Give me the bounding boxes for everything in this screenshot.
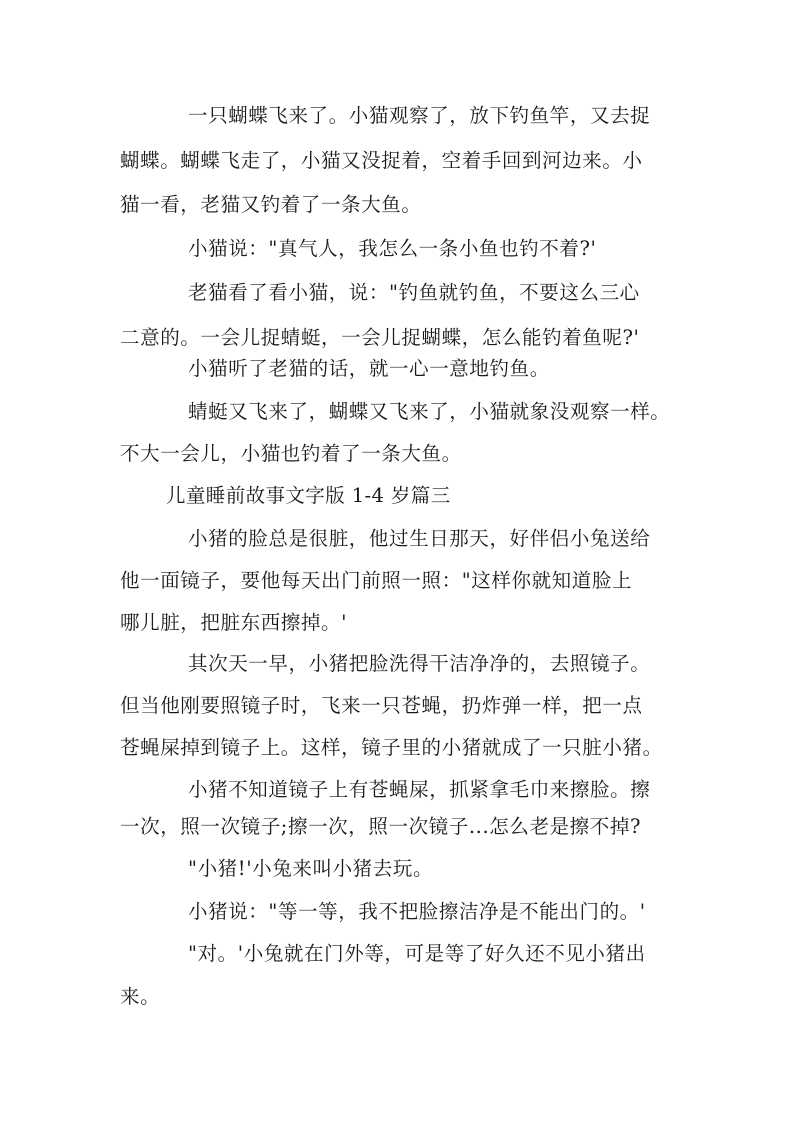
text-line-22: 来。 bbox=[120, 985, 161, 1008]
text-line-2: 蝴蝶。蝴蝶飞走了，小猫又没捉着，空着手回到河边来。小 bbox=[120, 149, 643, 172]
text-line-13: 哪儿脏，把脏东西擦掉。' bbox=[120, 611, 348, 634]
text-line-15: 但当他刚要照镜子时，飞来一只苍蝇，扔炸弹一样，把一点 bbox=[120, 694, 643, 717]
text-line-4: 小猫说："真气人，我怎么一条小鱼也钓不着?' bbox=[188, 237, 597, 260]
text-line-3: 猫一看，老猫又钓着了一条大鱼。 bbox=[120, 193, 422, 216]
text-line-17: 小猪不知道镜子上有苍蝇屎，抓紧拿毛巾来擦脸。擦 bbox=[188, 778, 651, 801]
text-line-16: 苍蝇屎掉到镜子上。这样，镜子里的小猪就成了一只脏小猪。 bbox=[120, 736, 663, 759]
section-heading: 儿童睡前故事文字版 1-4 岁篇三 bbox=[166, 484, 451, 507]
text-line-8: 蜻蜓又飞来了，蝴蝶又飞来了，小猫就象没观察一样。 bbox=[188, 400, 671, 423]
text-line-20: 小猪说："等一等，我不把脸擦洁净是不能出门的。' bbox=[188, 900, 646, 923]
text-line-14: 其次天一早，小猪把脸洗得干洁净净的，去照镜子。 bbox=[188, 652, 651, 675]
text-line-12: 他一面镜子，要他每天出门前照一照："这样你就知道脸上 bbox=[120, 569, 633, 592]
text-line-1: 一只蝴蝶飞来了。小猫观察了，放下钓鱼竿，又去捉 bbox=[188, 104, 651, 127]
text-line-6: 二意的。一会儿捉蜻蜓，一会儿捉蝴蝶，怎么能钓着鱼呢?' bbox=[120, 326, 640, 349]
text-line-7: 小猫听了老猫的话，就一心一意地钓鱼。 bbox=[188, 357, 550, 380]
text-line-11: 小猪的脸总是很脏，他过生日那天，好伴侣小兔送给 bbox=[188, 527, 651, 550]
text-line-9: 不大一会儿，小猫也钓着了一条大鱼。 bbox=[120, 442, 462, 465]
text-line-5: 老猫看了看小猫，说："钓鱼就钓鱼，不要这么三心 bbox=[188, 281, 640, 304]
text-line-21: "对。'小兔就在门外等，可是等了好久还不见小猪出 bbox=[188, 942, 646, 965]
text-line-18: 一次，照一次镜子;擦一次，照一次镜子...怎么老是擦不掉? bbox=[120, 815, 642, 838]
text-line-19: "小猪!'小兔来叫小猪去玩。 bbox=[188, 857, 434, 880]
